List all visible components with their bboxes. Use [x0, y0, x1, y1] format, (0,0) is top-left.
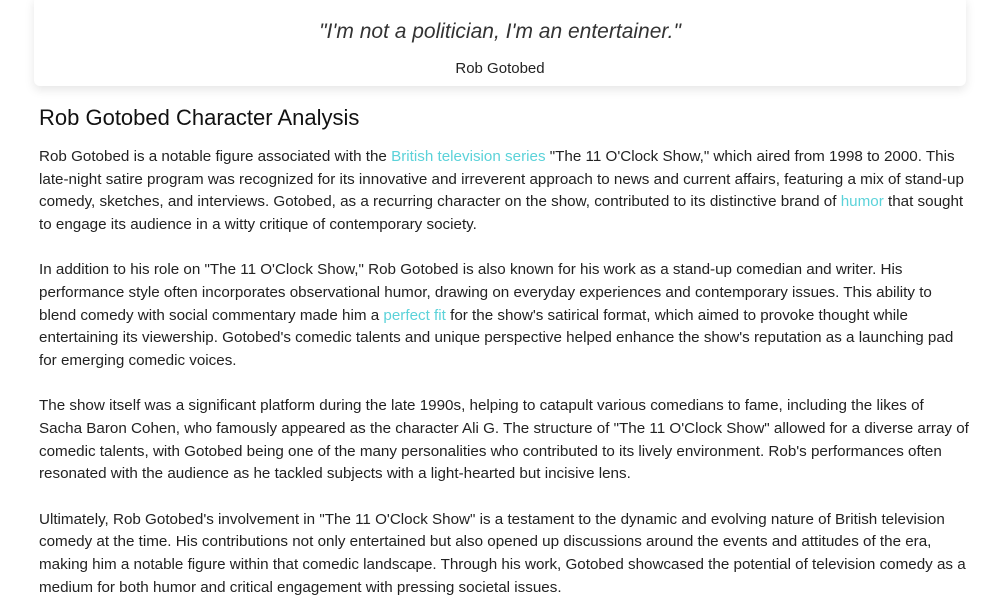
paragraph-text: for the show's satirical format, which aimed to provoke thought while entertaining its viewership. Gotobed's comedic talents and unique perspective helped enhance the show's reputation as a launching pad for emerging comedic voices. [39, 306, 954, 369]
british-television-series-link[interactable]: British television series [391, 148, 546, 165]
quote-text: "I'm not a politician, I'm an entertainer." [319, 20, 681, 43]
quote-author: Rob Gotobed [455, 60, 545, 77]
article-paragraph-3: The show itself was a significant platform during the late 1990s, helping to catapult various comedians to fame, including the likes of Sacha Baron Cohen, who famously appeared as the character Ali G. The structure of "The 11 O'Clock Show" allowed for a diverse array of comedic talents, with Gotobed being one of the many personalities who contributed to its lively environment. Rob's performances often resonated with the audience as he tackled subjects with a light-hearted but incisive lens. [39, 397, 969, 483]
article-title: Rob Gotobed Character Analysis [39, 105, 360, 130]
paragraph-text: Rob Gotobed is a notable figure associated with the [39, 148, 392, 165]
paragraph-text: "The 11 O'Clock Show," which aired from 1998 to 2000. This late-night satire program was recognized for its innovative and irreverent approach to news and current affairs, featuring a mix of stand-up comedy, sketches, and interviews. Gotobed, as a recurring character on the show, contributed to its distinctive brand of [39, 148, 964, 211]
paragraph-text: that sought to engage its audience in a witty critique of contemporary society. [39, 193, 964, 233]
article-paragraph-2 [39, 259, 971, 372]
article [39, 104, 971, 598]
humor-link[interactable]: humor [840, 193, 884, 211]
perfect-fit-link[interactable]: perfect fit [383, 306, 446, 324]
article-paragraph-1 [39, 146, 971, 236]
paragraph-text: In addition to his role on "The 11 O'Clock Show," Rob Gotobed is also known for his work as a stand-up comedian and writer. His performance style often incorporates observational humor, drawing on everyday experiences and contemporary issues. This ability to blend comedy with social commentary made him a [39, 261, 932, 324]
article-paragraph-4: Ultimately, Rob Gotobed's involvement in "The 11 O'Clock Show" is a testament to the dynamic and evolving nature of British television comedy at the time. His contributions not only entertained but also opened up discussions around the events and attitudes of the era, making him a notable figure within that comedic landscape. Through his work, Gotobed showcased the potential of television comedy as a medium for both humor and critical engagement with pressing societal issues. [39, 510, 966, 596]
